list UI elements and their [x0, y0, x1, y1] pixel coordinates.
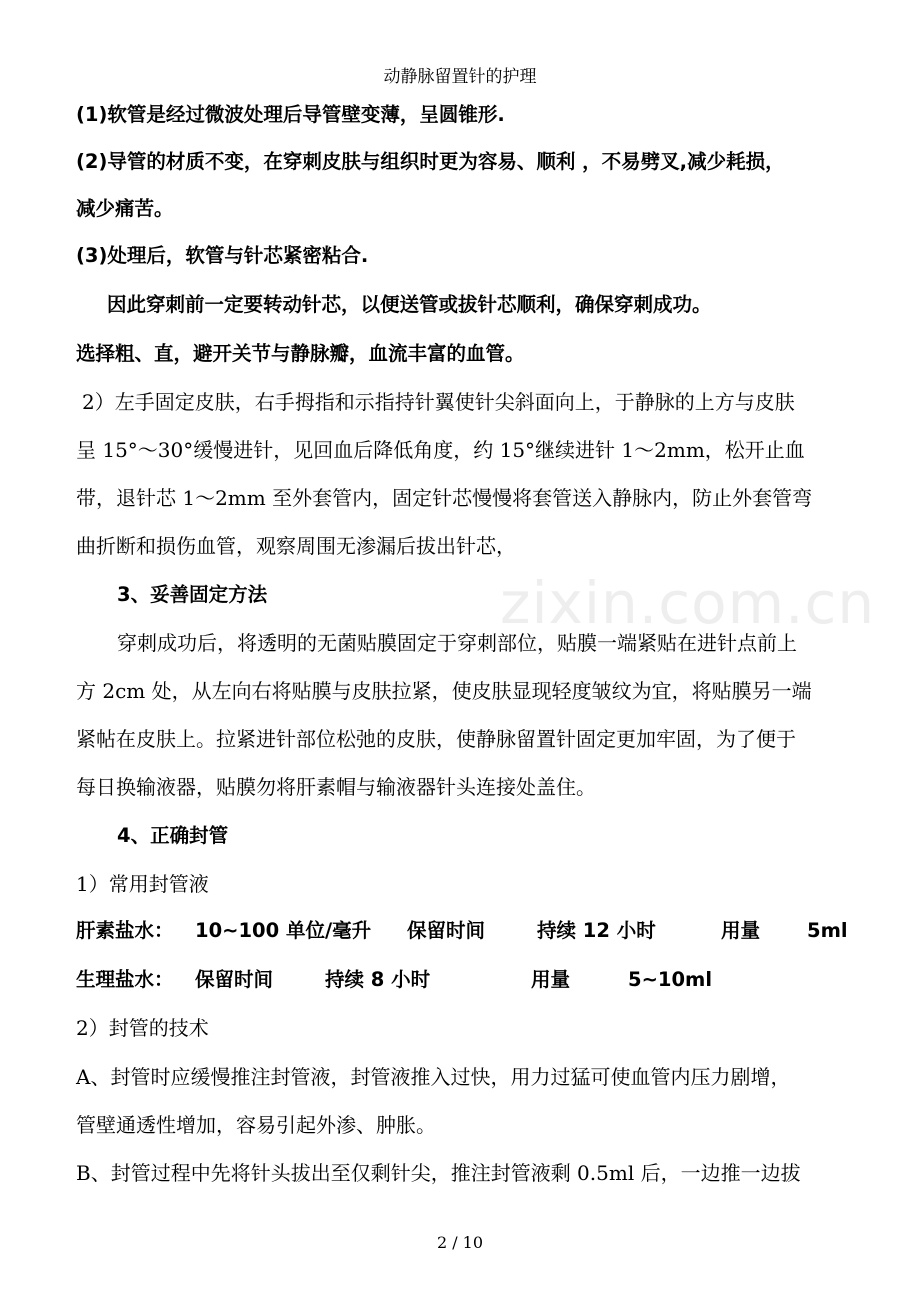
saline-keep-label: 保留时间 [195, 968, 274, 991]
saline-dose-value: 5~10ml [628, 968, 713, 991]
heparin-keep-label: 保留时间 [407, 919, 486, 942]
paragraph-line: B、封管过程中先将针头拔出至仅剩针尖，推注封管液剩 0.5ml 后，一边推一边拔 [76, 1161, 801, 1185]
heparin-concentration: 10~100 单位/毫升 [195, 919, 372, 942]
page-number: 2 / 10 [436, 1233, 484, 1252]
paragraph-line: (1)软管是经过微波处理后导管壁变薄，呈圆锥形. [76, 103, 505, 126]
document-header-title: 动静脉留置针的护理 [383, 67, 537, 87]
paragraph-line: 减少痛苦。 [76, 197, 174, 220]
heparin-keep-value: 持续 12 小时 [537, 919, 656, 942]
heparin-row [76, 916, 848, 946]
heparin-dose-value: 5ml [807, 919, 848, 942]
paragraph-line: (2)导管的材质不变，在穿刺皮肤与组织时更为容易、顺利 ，不易劈叉,减少耗损， [76, 150, 785, 173]
paragraph-line: (3)处理后，软管与针芯紧密粘合. [76, 244, 369, 267]
saline-dose-label: 用量 [531, 968, 571, 991]
paragraph-line: 管壁通透性增加，容易引起外渗、肿胀。 [76, 1113, 436, 1137]
paragraph-line: 呈 15°～30°缓慢进针，见回血后降低角度，约 15°继续进针 1～2mm，松开止血 [76, 438, 805, 462]
section-heading: 3、妥善固定方法 [117, 583, 268, 606]
paragraph-line: 每日换输液器，贴膜勿将肝素帽与输液器针头连接处盖住。 [76, 775, 596, 799]
heparin-name: 肝素盐水： [76, 919, 174, 942]
paragraph-line: 曲折断和损伤血管，观察周围无渗漏后拔出针芯， [76, 534, 516, 558]
paragraph-line: 2）左手固定皮肤，右手拇指和示指持针翼使针尖斜面向上，于静脉的上方与皮肤 [82, 390, 795, 414]
section-heading: 4、正确封管 [117, 824, 229, 847]
watermark: zixin.com.cn [500, 569, 876, 637]
saline-row [76, 965, 712, 995]
paragraph-line: 带，退针芯 1～2mm 至外套管内，固定针芯慢慢将套管送入静脉内，防止外套管弯 [76, 486, 813, 510]
subsection-heading: 1）常用封管液 [76, 872, 209, 896]
paragraph-line: 方 2cm 处，从左向右将贴膜与皮肤拉紧，使皮肤显现轻度皱纹为宜，将贴膜另一端 [76, 679, 812, 703]
heparin-dose-label: 用量 [721, 919, 761, 942]
saline-name: 生理盐水： [76, 968, 174, 991]
paragraph-line: 选择粗、直，避开关节与静脉瓣，血流丰富的血管。 [76, 342, 525, 365]
saline-keep-value: 持续 8 小时 [325, 968, 431, 991]
paragraph-line: A、封管时应缓慢推注封管液，封管液推入过快，用力过猛可使血管内压力剧增， [76, 1065, 791, 1089]
subsection-heading: 2）封管的技术 [76, 1016, 209, 1040]
paragraph-line: 紧帖在皮肤上。拉紧进针部位松弛的皮肤，使静脉留置针固定更加牢固，为了便于 [76, 727, 796, 751]
paragraph-line: 因此穿刺前一定要转动针芯，以便送管或拔针芯顺利，确保穿刺成功。 [107, 293, 712, 316]
paragraph-line: 穿刺成功后，将透明的无菌贴膜固定于穿刺部位，贴膜一端紧贴在进针点前上 [117, 631, 797, 655]
